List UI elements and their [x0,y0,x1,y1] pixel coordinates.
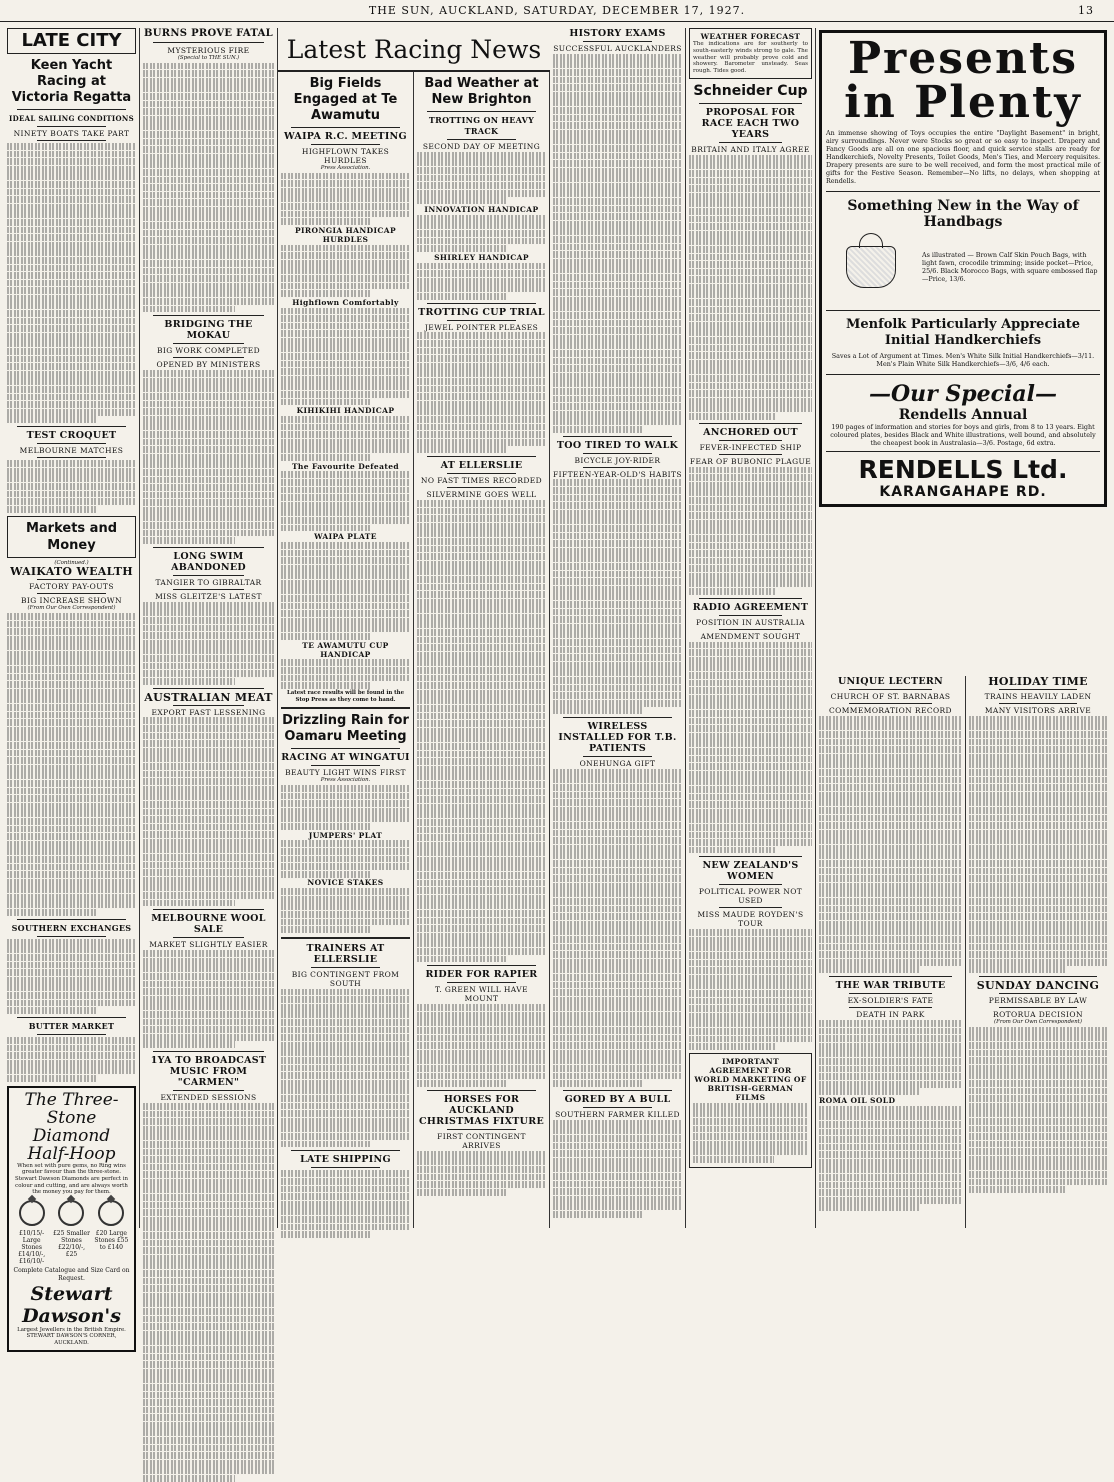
proposal-heading: PROPOSAL FOR RACE EACH TWO YEARS [701,106,800,140]
anchored-heading: ANCHORED OUT [703,426,798,438]
wireless-heading: WIRELESS INSTALLED FOR T.B. PATIENTS [558,721,677,755]
rendells-annual-heading: Rendells Annual [898,407,1028,423]
burns-subhead: MYSTERIOUS FIRE [167,46,250,55]
history-heading: HISTORY EXAMS [569,28,666,39]
handbag-icon [846,246,896,288]
trainers-subhead: BIG CONTINGENT FROM SOUTH [291,969,400,988]
menfolk-heading: Menfolk Particularly Appreciate Initial Handkerchiefs [845,317,1081,348]
diamond-ad-title: The Three-Stone Diamond Half-Hoop [24,1089,119,1164]
latest-results-note: Latest race results will be found in the Stop Press as they come to hand. [286,689,405,703]
stewart-dawson-advert [7,1086,136,1352]
handbags-heading: Something New in the Way of Handbags [847,198,1079,230]
onehunga-subhead: ONEHUNGA GIFT [579,759,656,769]
annual-text: 190 pages of information and stories for boys and girls, from 8 to 13 years. Eight coloured plates, besides Black and White illustrations, well bound, and absolutely the cheapest book in Australasia—3/6. Postage, 6d extra. [830,423,1096,447]
yacht-subhead-1: IDEAL SAILING CONDITIONS [9,114,134,123]
diamond-ad-text: When set with pure gems, no Ring wins greater favour than the three-stone. Stewart Dawson Diamonds are perfect in colour and cutting, and are always worth the money you pay for them. [15,1162,128,1196]
rendells-logo: RENDELLS Ltd. [858,455,1068,484]
lectern-heading: UNIQUE LECTERN [837,676,944,687]
presents-heading: Presents in Plenty [844,33,1082,128]
swim-subhead-2: MISS GLEITZE'S LATEST [155,592,262,602]
important-heading: IMPORTANT AGREEMENT FOR WORLD MARKETING OF BRITISH-GERMAN FILMS [694,1056,807,1102]
waikato-article [7,613,136,916]
mokau-subhead-1: BIG WORK COMPLETED [156,346,261,356]
swim-subhead-1: TANGIER TO GIBRALTAR [155,578,262,588]
waikato-subhead-1: FACTORY PAY-OUTS [29,582,114,592]
burns-byline: (Special to THE SUN.) [177,55,240,61]
swim-heading: LONG SWIM ABANDONED [171,551,246,574]
plague-subhead: FEAR OF BUBONIC PLAGUE [689,456,812,466]
column-6 [686,28,816,1228]
te-awamutu-cup-heading: TE AWAMUTU CUP HANDICAP [302,640,389,659]
innovation-heading: INNOVATION HANDICAP [424,204,539,214]
royden-subhead: MISS MAUDE ROYDEN'S TOUR [697,910,804,929]
masthead-title: THE SUN, AUCKLAND, SATURDAY, DECEMBER 17, 1927. [368,4,746,17]
ex-soldier-subhead: EX-SOLDIER'S FATE [847,996,934,1006]
rotorua-byline: (From Our Own Correspondent) [994,1019,1082,1026]
special-heading: —Our Special— [868,381,1058,407]
waikato-byline: (From Our Own Correspondent) [27,605,116,612]
wool-subhead: MARKET SLIGHTLY EASIER [149,940,268,950]
waipa-heading: WAIPA R.C. MEETING [284,131,407,142]
favourite-heading: The Favourite Defeated [291,461,400,471]
column-3 [278,28,414,1228]
latest-racing-news-banner: Latest Racing News [278,28,550,72]
ring-illustrations [12,1200,131,1226]
amendment-subhead: AMENDMENT SOUGHT [700,631,801,641]
kihikihi-heading: KIHIKIHI HANDICAP [296,406,395,416]
jumpers-heading: JUMPERS' PLAT [308,830,383,840]
gored-heading: GORED BY A BULL [564,1094,671,1106]
jewel-subhead: JEWEL POINTER PLEASES [424,322,539,332]
weather-text: The indications are for southerly to south-easterly winds strong to gale. The weather will probably prove cold and showery. Barometer unsteady. Seas rough. Tides good. [693,41,808,75]
press-association-1: Press Association. [320,165,371,171]
late-city-heading: LATE CITY [21,30,122,51]
ring-icon [58,1200,84,1226]
column-7 [816,676,966,1228]
roma-oil-heading: ROMA OIL SOLD [819,1095,896,1105]
silvermine-subhead: SILVERMINE GOES WELL [426,490,537,500]
carmen-heading: 1YA TO BROADCAST MUSIC FROM "CARMEN" [150,1055,267,1089]
meat-heading: AUSTRALIAN MEAT [144,690,273,704]
highflown-heading: Highflown Comfortably [292,297,399,307]
press-association-2: Press Association. [320,777,371,784]
ring-icon [19,1200,45,1226]
too-tired-heading: TOO TIRED TO WALK [556,439,679,451]
rider-heading: RIDER FOR RAPIER [425,969,538,981]
weather-heading: WEATHER FORECAST [700,32,801,41]
wingatui-heading: RACING AT WINGATUI [281,752,410,764]
war-tribute-heading: THE WAR TRIBUTE [835,980,946,992]
catalogue-note: Complete Catalogue and Size Card on Request. [13,1266,130,1282]
fifteen-subhead: FIFTEEN-YEAR-OLD'S HABITS [553,469,682,479]
visitors-subhead: MANY VISITORS ARRIVE [984,706,1092,715]
markets-heading: Markets and Money [25,520,118,553]
horses-heading: HORSES FOR AUCKLAND CHRISTMAS FIXTURE [418,1093,544,1127]
shipping-heading: LATE SHIPPING [300,1154,391,1166]
yacht-headline: Keen Yacht Racing at Victoria Regatta [11,58,132,105]
southern-exchanges-heading: SOUTHERN EXCHANGES [11,922,132,933]
first-contingent-subhead: FIRST CONTINGENT ARRIVES [437,1131,526,1150]
waikato-heading: WAIKATO WEALTH [10,565,133,579]
novice-heading: NOVICE STAKES [307,878,384,888]
green-subhead: T. GREEN WILL HAVE MOUNT [435,985,528,1004]
page-number: 13 [1078,4,1094,17]
fever-subhead: FEVER-INFECTED SHIP [699,442,802,452]
trotting-heading: TROTTING ON HEAVY TRACK [428,115,535,136]
waipa-plate-heading: WAIPA PLATE [314,532,377,542]
column-2 [140,28,278,1228]
weather-forecast-box [689,28,812,79]
yacht-article [7,143,136,423]
radio-heading: RADIO AGREEMENT [692,601,809,613]
stewart-dawson-address: Largest Jewellers in the British Empire. STEWART DAWSON'S CORNER, AUCKLAND. [17,1326,126,1346]
bad-weather-headline: Bad Weather at New Brighton [424,76,539,107]
test-croquet-subhead: MELBOURNE MATCHES [19,446,124,456]
menfolk-text: Saves a Lot of Argument at Times. Men's White Silk Initial Handkerchiefs—3/11. Men's Plain White Silk Handkerchiefs—3/6, 4/6 each. [831,352,1095,368]
meat-subhead: EXPORT FAST LESSENING [151,707,266,717]
rotorua-subhead: ROTORUA DECISION [993,1010,1083,1020]
carmen-subhead: EXTENDED SESSIONS [160,1093,257,1103]
handbags-text: As illustrated — Brown Calf Skin Pouch Bags, with light fawn, crocodile trimming; inside pocket—Price, 25/6. Black Morocco Bags, with square embossed flap—Price, 13/6. [922,251,1098,283]
trainers-heading: TRAINERS AT ELLERSLIE [306,942,385,965]
trotting-cup-heading: TROTTING CUP TRIAL [418,306,545,318]
burns-heading: BURNS PROVE FATAL [143,28,274,39]
continued-note: (Continued.) [54,559,89,566]
ring-prices [12,1230,131,1265]
death-park-subhead: DEATH IN PARK [856,1010,925,1020]
position-subhead: POSITION IN AUSTRALIA [696,617,805,627]
nz-women-heading: NEW ZEALAND'S WOMEN [702,860,799,883]
big-fields-headline: Big Fields Engaged at Te Awamutu [293,76,398,123]
trains-subhead: TRAINS HEAVILY LADEN [984,692,1092,701]
holiday-heading: HOLIDAY TIME [988,675,1088,688]
no-fast-subhead: NO FAST TIMES RECORDED [420,476,543,486]
political-subhead: POLITICAL POWER NOT USED [698,887,803,906]
britain-subhead: BRITAIN AND ITALY AGREE [691,144,810,154]
second-day-subhead: SECOND DAY OF MEETING [422,142,541,151]
yacht-subhead-2: NINETY BOATS TAKE PART [13,129,130,138]
important-agreement-box [689,1053,812,1168]
shirley-heading: SHIRLEY HANDICAP [434,252,529,262]
southern-farmer-subhead: SOUTHERN FARMER KILLED [555,1110,680,1120]
butter-market-heading: BUTTER MARKET [28,1021,115,1032]
rendells-address: KARANGAHAPE RD. [879,484,1047,500]
handbag-illustrations [826,234,916,300]
permissable-subhead: PERMISSABLE BY LAW [988,996,1088,1006]
ring-price-2: £25 Smaller Stones £22/10/-, £25 [52,1229,90,1258]
waikato-subhead-2: BIG INCREASE SHOWN [21,596,122,606]
pirongia-heading: PIRONGIA HANDICAP HURDLES [294,225,397,244]
barnabas-subhead: CHURCH OF ST. BARNABAS [830,692,951,701]
late-city-box [7,28,136,54]
ring-icon [98,1200,124,1226]
mokau-subhead-2: OPENED BY MINISTERS [156,360,261,370]
column-8 [966,676,1110,1228]
column-5 [550,28,686,1228]
ellerslie-heading: AT ELLERSLIE [440,460,523,472]
drizzling-headline: Drizzling Rain for Oamaru Meeting [282,713,409,745]
waipa-subhead: HIGHFLOWN TAKES HURDLES [301,147,390,165]
presents-text: An immense showing of Toys occupies the entire "Daylight Basement" in bright, airy surroundings. Never were Stocks so great or so easy to inspect. Drapery and Fancy Goods are all on one spacious floor, and quick service stalls are ready for Handkerchiefs, Novelty Presents, Toilet Goods, Men's Ties, and Mercery requisites. Drapery presents are sure to be well received, and form the most practical mile of gifts for the Festive Season. Remember—No lifts, no delays, when shopping at Rendells. [826,129,1100,185]
mokau-heading: BRIDGING THE MOKAU [164,319,253,342]
ring-price-3: £20 Large Stones £55 to £140 [94,1229,129,1251]
masthead [0,0,1114,22]
bicycle-subhead: BICYCLE JOY-RIDER [574,455,661,465]
ring-price-1: £10/15/- Large Stones £14/10/-, £16/10/- [18,1229,46,1265]
sunday-dancing-heading: SUNDAY DANCING [976,979,1100,993]
presents-advert-box [819,30,1107,507]
test-croquet-heading: TEST CROQUET [26,430,117,442]
rendells-advert [816,28,1110,668]
schneider-headline: Schneider Cup [693,82,808,99]
history-subhead: SUCCESSFUL AUCKLANDERS [553,44,682,53]
stewart-dawson-logo: Stewart Dawson's [22,1282,121,1327]
markets-box [7,516,136,558]
column-1 [4,28,140,1346]
wingatui-subhead: BEAUTY LIGHT WINS FIRST [285,768,406,778]
commemoration-subhead: COMMEMORATION RECORD [829,706,952,715]
column-4 [414,28,550,1228]
wool-heading: MELBOURNE WOOL SALE [151,913,266,936]
